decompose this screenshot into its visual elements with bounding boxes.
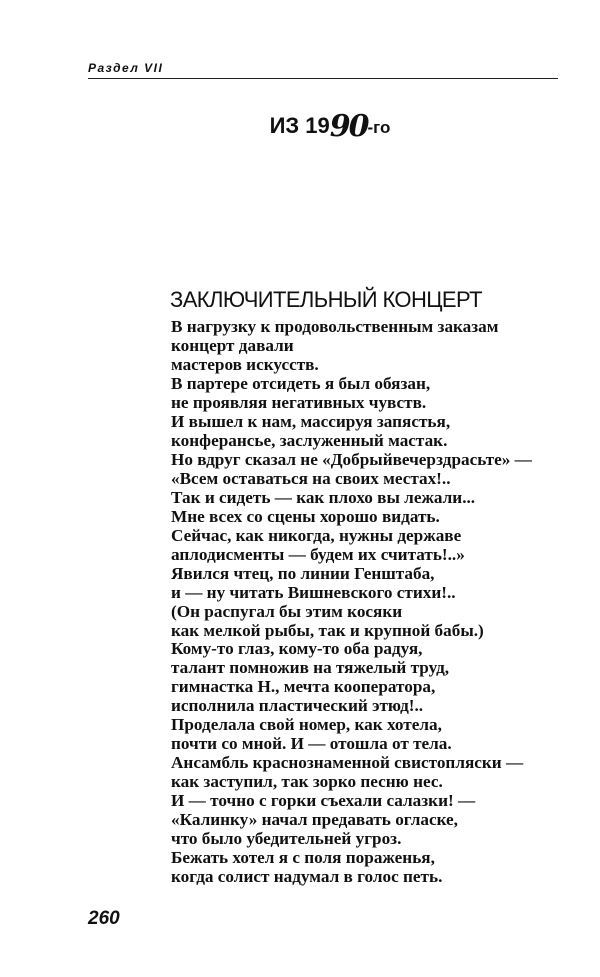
poem-line: Но вдруг сказал не «Добрыйвечерздрасьте» —	[171, 449, 532, 469]
page-number: 260	[88, 908, 120, 929]
poem-line: Сейчас, как никогда, нужны державе	[171, 525, 462, 545]
poem-body	[171, 318, 532, 887]
poem-line: конферансье, заслуженный мастак.	[171, 430, 448, 450]
poem-line: как заступил, так зорко песню нес.	[171, 772, 443, 792]
poem-line: «Всем оставаться на своих местах!..	[171, 468, 451, 488]
poem-line: Кому-то глаз, кому-то оба радуя,	[171, 639, 423, 659]
poem-line: концерт давали	[171, 335, 294, 355]
poem-line: и — ну читать Вишневского стихи!..	[171, 582, 456, 602]
poem-line: исполнила пластический этюд!..	[171, 696, 424, 716]
poem-line: И — точно с горки съехали салазки! —	[171, 791, 476, 811]
poem-line: Ансамбль краснознаменной свистопляски —	[171, 753, 524, 773]
poem-line: В нагрузку к продовольственным заказам	[171, 317, 499, 336]
running-header: Раздел VII	[88, 61, 164, 75]
section-title	[0, 106, 600, 144]
poem-line: как мелкой рыбы, так и крупной бабы.)	[171, 620, 484, 640]
section-title-handwritten: 90	[329, 109, 368, 144]
poem-line: Мне всех со сцены хорошо видать.	[171, 506, 440, 526]
poem-line: не проявляя негативных чувств.	[171, 392, 427, 412]
poem-title: ЗАКЛЮЧИТЕЛЬНЫЙ КОНЦЕРТ	[170, 287, 482, 312]
poem-line: (Он распугал бы этим косяки	[171, 601, 403, 621]
poem-line: Проделала свой номер, как хотела,	[171, 715, 442, 735]
poem-line: Бежать хотел я с поля пораженья,	[171, 848, 435, 868]
poem-line: В партере отсидеть я был обязан,	[171, 373, 431, 393]
poem-line: что было убедительней угроз.	[171, 829, 402, 849]
poem-line: мастеров искусств.	[171, 354, 319, 374]
poem-line: почти со мной. И — отошла от тела.	[171, 734, 452, 754]
poem-line: аплодисменты — будем их считать!..»	[171, 544, 465, 564]
section-title-prefix: ИЗ 19	[269, 113, 330, 138]
poem-line: Явился чтец, по линии Генштаба,	[171, 563, 435, 583]
header-rule	[88, 78, 558, 79]
poem-line: «Калинку» начал предавать огласке,	[171, 810, 458, 830]
poem-line: когда солист надумал в голос петь.	[171, 867, 443, 887]
poem-line: гимнастка Н., мечта кооператора,	[171, 677, 436, 697]
poem-line: И вышел к нам, массируя запястья,	[171, 411, 451, 431]
section-title-suffix: -го	[367, 118, 391, 137]
poem-line: Так и сидеть — как плохо вы лежали...	[171, 487, 476, 507]
poem-line: талант помножив на тяжелый труд,	[171, 658, 450, 678]
